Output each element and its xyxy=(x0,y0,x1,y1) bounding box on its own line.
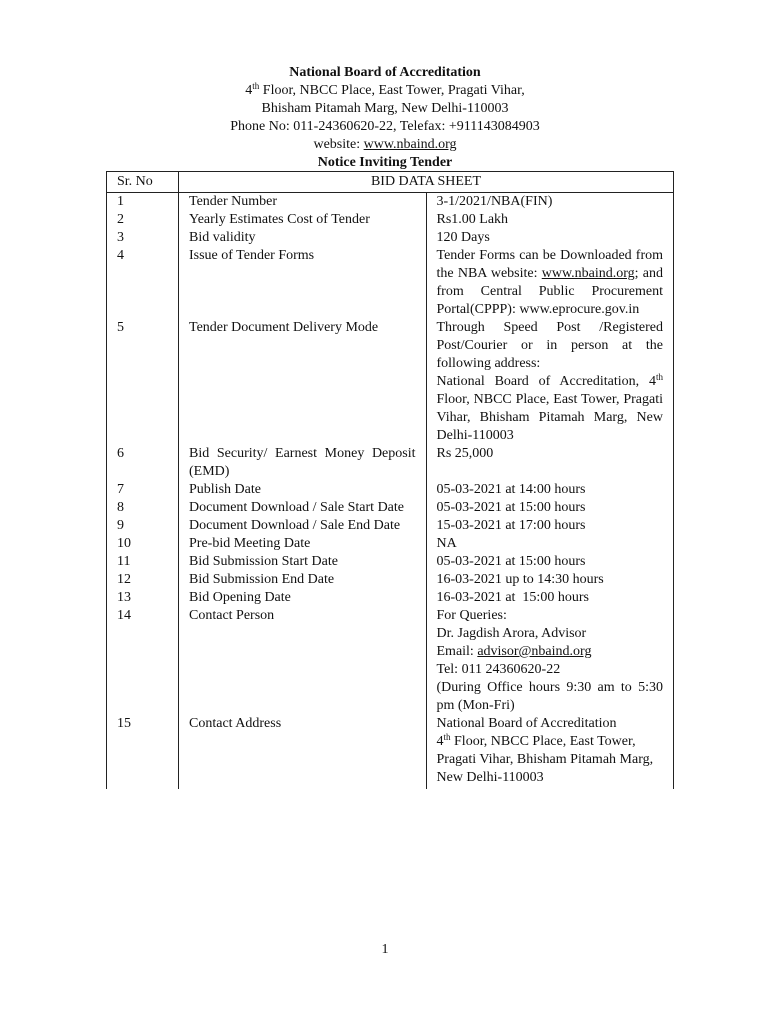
table-row xyxy=(107,517,674,535)
letterhead xyxy=(0,64,770,172)
row-value: 16-03-2021 at 15:00 hours xyxy=(426,589,674,607)
nba-website-link[interactable]: www.nbaind.org xyxy=(541,266,635,281)
table-row xyxy=(107,589,674,607)
value-text: National Board of Accreditation, 4 xyxy=(436,374,656,389)
row-label: Tender Number xyxy=(179,193,427,212)
table-row xyxy=(107,571,674,589)
row-value: Rs1.00 Lakh xyxy=(426,211,674,229)
row-label: Document Download / Sale Start Date xyxy=(179,499,427,517)
table-row xyxy=(107,229,674,247)
table-row xyxy=(107,607,674,715)
bid-data-table xyxy=(106,171,674,789)
row-value: 15-03-2021 at 17:00 hours xyxy=(426,517,674,535)
row-sr: 11 xyxy=(107,553,179,571)
row-value xyxy=(426,715,674,789)
row-sr: 7 xyxy=(107,481,179,499)
row-label: Tender Document Delivery Mode xyxy=(179,319,427,445)
row-value: 05-03-2021 at 15:00 hours xyxy=(426,553,674,571)
row-label: Pre-bid Meeting Date xyxy=(179,535,427,553)
contact-hours: (During Office hours 9:30 am to 5:30 pm (Mon-Fri) xyxy=(436,680,663,713)
table-row xyxy=(107,193,674,212)
row-sr: 6 xyxy=(107,445,179,481)
organization-name: National Board of Accreditation xyxy=(289,65,481,80)
table-row xyxy=(107,445,674,481)
floor-number: 4 xyxy=(245,83,253,98)
table-row xyxy=(107,481,674,499)
table-row xyxy=(107,499,674,517)
contact-address-line xyxy=(437,733,664,769)
row-label: Bid Opening Date xyxy=(179,589,427,607)
phone-line: Phone No: 011-24360620-22, Telefax: +911143084903 xyxy=(230,119,540,134)
delivery-address xyxy=(437,373,664,445)
row-sr: 10 xyxy=(107,535,179,553)
contact-address-org: National Board of Accreditation xyxy=(436,716,617,731)
row-label: Bid Submission Start Date xyxy=(179,553,427,571)
row-value: Rs 25,000 xyxy=(426,445,674,481)
table-row xyxy=(107,211,674,229)
value-text: Tender Forms can be Downloaded from the NBA website: xyxy=(436,248,663,281)
floor-superscript: th xyxy=(443,732,451,742)
row-value xyxy=(426,247,674,319)
contact-email xyxy=(437,643,664,661)
row-label: Bid validity xyxy=(179,229,427,247)
row-label: Bid Submission End Date xyxy=(179,571,427,589)
row-sr: 8 xyxy=(107,499,179,517)
table-row xyxy=(107,247,674,319)
row-sr: 12 xyxy=(107,571,179,589)
sr-no-header: Sr. No xyxy=(107,172,179,193)
row-value xyxy=(426,319,674,445)
page-number: 1 xyxy=(381,942,389,957)
website-link[interactable]: www.nbaind.org xyxy=(363,137,457,152)
contact-queries-label: For Queries: xyxy=(436,608,507,623)
table-row xyxy=(107,535,674,553)
row-sr: 5 xyxy=(107,319,179,445)
notice-title: Notice Inviting Tender xyxy=(317,155,453,170)
row-value: 05-03-2021 at 14:00 hours xyxy=(426,481,674,499)
table-row xyxy=(107,715,674,789)
table-row xyxy=(107,319,674,445)
floor-superscript: th xyxy=(252,81,260,91)
row-label: Contact Person xyxy=(179,607,427,715)
row-value: 05-03-2021 at 15:00 hours xyxy=(426,499,674,517)
row-label: Contact Address xyxy=(179,715,427,789)
table-header-row xyxy=(107,172,674,193)
row-sr: 1 xyxy=(107,193,179,212)
value-text: Floor, NBCC Place, East Tower, Pragati Vihar, Bhisham Pitamah Marg, New Delhi-110003 xyxy=(436,392,663,443)
row-label: Publish Date xyxy=(179,481,427,499)
floor-number: 4 xyxy=(436,734,444,749)
row-value: 16-03-2021 up to 14:30 hours xyxy=(426,571,674,589)
row-sr: 3 xyxy=(107,229,179,247)
website-line xyxy=(0,136,770,154)
row-sr: 2 xyxy=(107,211,179,229)
row-sr: 4 xyxy=(107,247,179,319)
row-sr: 15 xyxy=(107,715,179,789)
row-sr: 9 xyxy=(107,517,179,535)
delivery-mode-text: Through Speed Post /Registered Post/Courier or in person at the following address: xyxy=(436,320,663,371)
contact-name: Dr. Jagdish Arora, Advisor xyxy=(436,626,587,641)
address-line-1-rest: Floor, NBCC Place, East Tower, Pragati Vihar, xyxy=(259,83,525,98)
row-value xyxy=(426,607,674,715)
address-line-1 xyxy=(0,82,770,100)
floor-superscript: th xyxy=(655,372,663,382)
bid-data-sheet-title: BID DATA SHEET xyxy=(179,172,674,193)
value-text: ; and from Central Public Procurement Portal(CPPP): www.eprocure.gov.in xyxy=(436,266,664,317)
row-label: Bid Security/ Earnest Money Deposit (EMD) xyxy=(179,445,427,481)
row-label: Document Download / Sale End Date xyxy=(179,517,427,535)
table-row xyxy=(107,553,674,571)
row-sr: 14 xyxy=(107,607,179,715)
row-value: NA xyxy=(426,535,674,553)
email-link[interactable]: advisor@nbaind.org xyxy=(477,644,592,659)
address-line-2: Bhisham Pitamah Marg, New Delhi-110003 xyxy=(261,101,509,116)
value-text: Email: xyxy=(436,644,478,659)
website-prefix: website: xyxy=(313,137,364,152)
row-label: Issue of Tender Forms xyxy=(179,247,427,319)
row-label: Yearly Estimates Cost of Tender xyxy=(179,211,427,229)
row-sr: 13 xyxy=(107,589,179,607)
contact-tel: Tel: 011 24360620-22 xyxy=(436,662,561,677)
contact-address-city: New Delhi-110003 xyxy=(436,770,544,785)
row-value: 3-1/2021/NBA(FIN) xyxy=(426,193,674,212)
row-value: 120 Days xyxy=(426,229,674,247)
value-text: Floor, NBCC Place, East Tower, Pragati Vihar, Bhisham Pitamah Marg, xyxy=(436,734,654,767)
